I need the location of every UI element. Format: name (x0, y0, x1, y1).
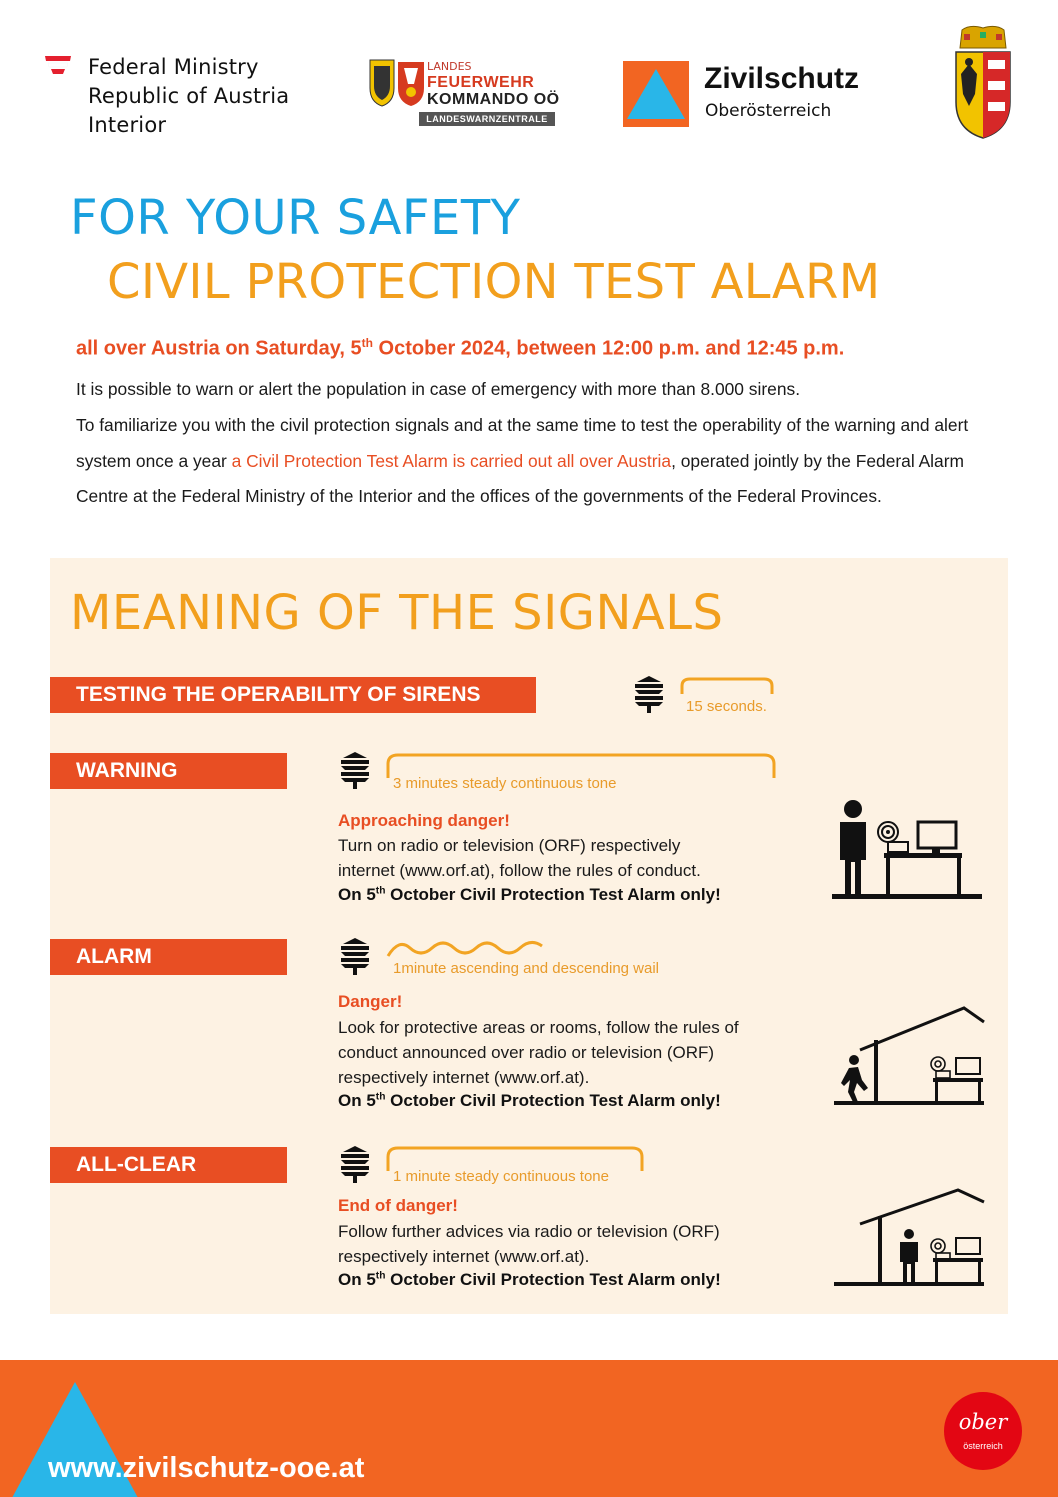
siren-icon (632, 674, 666, 714)
note-part: October Civil Protection Test Alarm only! (385, 1091, 721, 1110)
oberoesterreich-logo-main: ober (958, 1410, 1008, 1434)
signals-title: MEANING OF THE SIGNALS (70, 585, 724, 641)
warning-body: Turn on radio or television (ORF) respectively internet (www.orf.at), follow the rules of conduct. (338, 836, 701, 880)
note-sup: th (375, 885, 386, 897)
warning-label: WARNING (50, 753, 287, 789)
siren-icon (338, 936, 372, 976)
all-clear-duration: 1 minute steady continuous tone (393, 1168, 609, 1185)
siren-icon (338, 1144, 372, 1184)
ministry-line: Federal Ministry (88, 55, 259, 79)
ministry-line: Republic of Austria (88, 84, 290, 108)
alarm-body: Look for protective areas or rooms, follow the rules of conduct announced over radio or television (ORF) respectively internet (www.orf.at). (338, 1018, 739, 1087)
feuerwehr-line1: LANDES (427, 60, 472, 73)
title-line1: FOR YOUR SAFETY (70, 190, 521, 246)
person-radio-tv-icon (832, 798, 984, 902)
headline-sup: th (361, 336, 373, 350)
ministry-line: Interior (88, 113, 167, 137)
note-part: On 5 (338, 885, 376, 904)
all-clear-heading: End of danger! (338, 1196, 458, 1215)
ministry-logo-text (88, 53, 289, 140)
intro-headline (76, 336, 844, 361)
warning-heading: Approaching danger! (338, 811, 510, 830)
zivilschutz-subtitle: Oberösterreich (705, 101, 832, 121)
note-part: On 5 (338, 1270, 376, 1289)
footer-url[interactable]: www.zivilschutz-ooe.at (48, 1452, 365, 1484)
test-duration: 15 seconds. (686, 698, 767, 715)
warning-note (338, 885, 721, 905)
feuerwehr-line2: FEUERWEHR (427, 74, 535, 91)
all-clear-label: ALL-CLEAR (50, 1147, 287, 1183)
tone-wail-icon (386, 936, 546, 960)
alarm-heading: Danger! (338, 992, 403, 1011)
para-text: , operated jointly by the Federal Alarm Centre at the Federal Ministry of the Interior and the offices of the governments of the Federal Provinces. (76, 450, 964, 507)
siren-icon (338, 750, 372, 790)
tone-short-icon (680, 676, 774, 696)
para-text: To familiarize you with the civil protection signals and at the same time to test the operability of the warning and alert system once a year (76, 414, 969, 471)
intro-para1: It is possible to warn or alert the population in case of emergency with more than 8.000 sirens. (76, 379, 801, 399)
intro-para2 (76, 408, 996, 515)
zivilschutz-logo-icon (623, 61, 689, 127)
all-clear-note (338, 1270, 721, 1290)
intro-paragraph (76, 372, 996, 515)
alarm-label: ALARM (50, 939, 287, 975)
test-label: TESTING THE OPERABILITY OF SIRENS (50, 677, 536, 713)
upper-austria-crest-icon (950, 24, 1016, 140)
feuerwehr-line3: KOMMANDO OÖ (427, 91, 560, 108)
note-part: On 5 (338, 1091, 376, 1110)
note-sup: th (375, 1091, 386, 1103)
person-inside-house-icon (832, 1186, 986, 1290)
alarm-note (338, 1091, 721, 1111)
oberoesterreich-logo-sub: österreich (963, 1441, 1003, 1451)
austria-flag-icon (45, 56, 71, 74)
warning-duration: 3 minutes steady continuous tone (393, 775, 617, 792)
all-clear-body: Follow further advices via radio or television (ORF) respectively internet (www.orf.at). (338, 1222, 720, 1266)
person-entering-house-icon (832, 1004, 986, 1108)
note-part: October Civil Protection Test Alarm only! (385, 1270, 721, 1289)
feuerwehr-line4: LANDESWARNZENTRALE (419, 112, 555, 126)
note-sup: th (375, 1270, 386, 1282)
zivilschutz-name: Zivilschutz (704, 62, 860, 95)
headline-part: all over Austria on Saturday, 5 (76, 337, 362, 360)
note-part: October Civil Protection Test Alarm only! (385, 885, 721, 904)
feuerwehr-emblem-icon (368, 58, 428, 108)
title-line2: CIVIL PROTECTION TEST ALARM (107, 254, 881, 310)
para-highlight: a Civil Protection Test Alarm is carried out all over Austria (231, 450, 672, 471)
alarm-duration: 1minute ascending and descending wail (393, 960, 660, 977)
headline-part: October 2024, between 12:00 p.m. and 12:45 p.m. (372, 337, 845, 360)
